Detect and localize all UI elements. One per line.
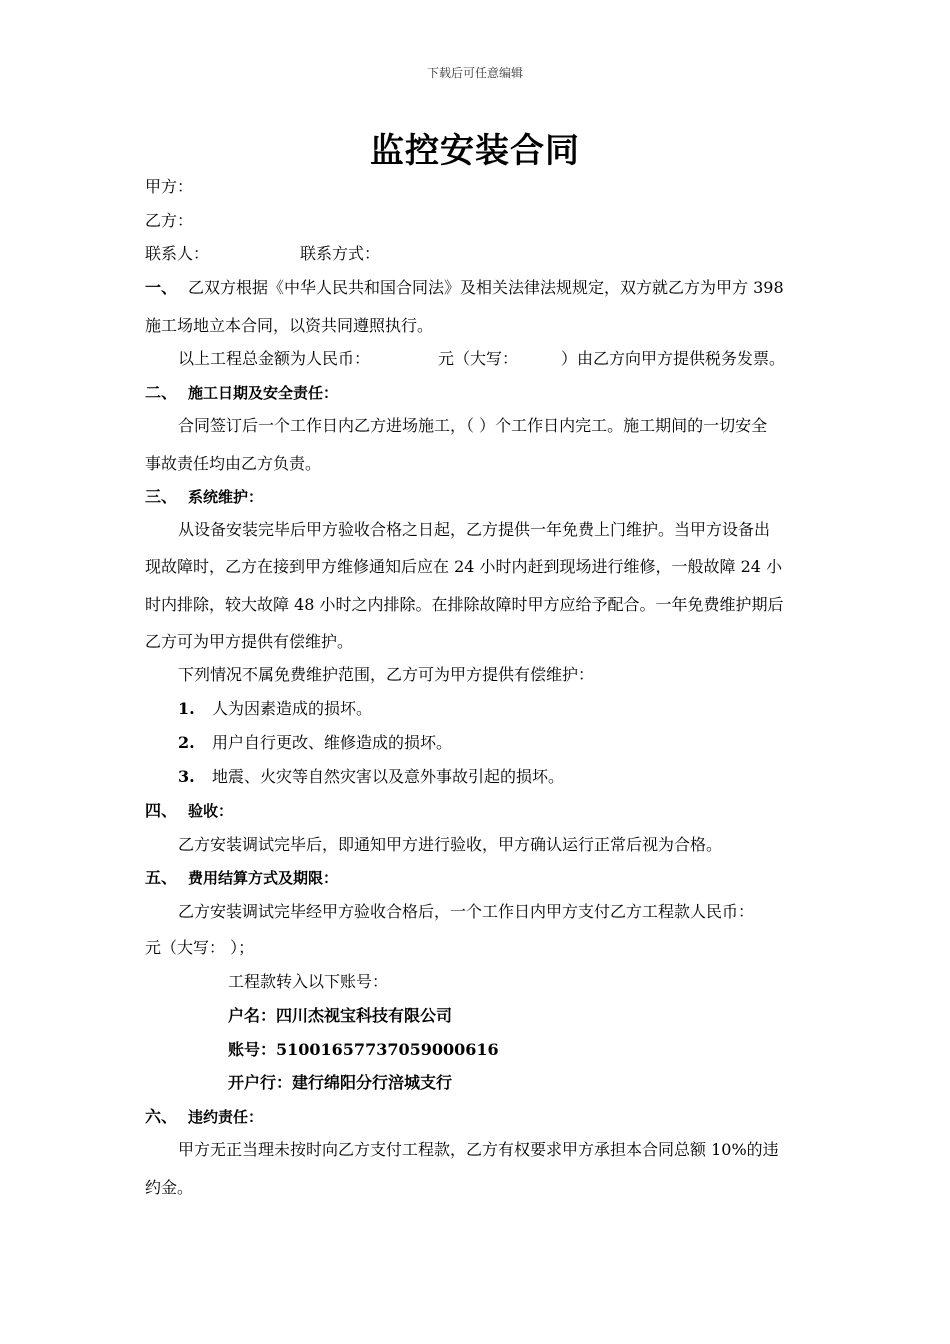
section-4-line-1: 乙方安装调试完毕后，即通知甲方进行验收，甲方确认运行正常后视为合格。 <box>178 835 723 854</box>
list-item-text: 用户自行更改、维修造成的损坏。 <box>212 733 453 752</box>
list-item <box>178 733 452 753</box>
list-item-text: 人为因素造成的损坏。 <box>212 699 373 718</box>
section-3-line-3: 时内排除，较大故障 48 小时之内排除。在排除故障时甲方应给予配合。一年免费维护期后 <box>145 595 784 614</box>
amount-label: 以上工程总金额为人民币： <box>178 349 371 368</box>
section-6-line-1: 甲方无正当理未按时向乙方支付工程款，乙方有权要求甲方承担本合同总额 10%的违 <box>178 1140 779 1159</box>
account-name: 户名：四川杰视宝科技有限公司 <box>228 1006 453 1025</box>
section-3-line-1: 从设备安装完毕后甲方验收合格之日起，乙方提供一年免费上门维护。当甲方设备出 <box>178 520 771 539</box>
section-4-title: 验收： <box>188 802 234 820</box>
party-b-label: 乙方： <box>145 211 194 230</box>
transfer-note: 工程款转入以下账号： <box>228 972 389 991</box>
section-5-title: 费用结算方式及期限： <box>188 869 339 887</box>
section-1-number: 一、 <box>145 278 178 297</box>
section-5-line-1: 乙方安装调试完毕经甲方验收合格后，一个工作日内甲方支付乙方工程款人民币： <box>178 902 755 921</box>
section-2-line-1: 合同签订后一个工作日内乙方进场施工，（ ）个工作日内完工。施工期间的一切安全 <box>178 416 768 435</box>
section-6-number: 六、 <box>145 1107 178 1126</box>
section-5-number: 五、 <box>145 868 178 887</box>
section-3-line-4: 乙方可为甲方提供有偿维护。 <box>145 632 354 651</box>
list-item-number: 2. <box>178 733 195 752</box>
section-1-line-2: 施工场地立本合同，以资共同遵照执行。 <box>145 316 434 335</box>
amount-invoice-note: ）由乙方向甲方提供税务发票。 <box>561 349 786 368</box>
section-2-title: 施工日期及安全责任： <box>188 384 339 402</box>
section-2-line-2: 事故责任均由乙方负责。 <box>145 454 322 473</box>
section-6-line-2: 约金。 <box>145 1178 194 1197</box>
section-4-number: 四、 <box>145 801 178 820</box>
section-1-line-1: 乙双方根据《中华人民共和国合同法》及相关法律法规规定，双方就乙方为甲方 398 <box>188 278 784 297</box>
section-3-number: 三、 <box>145 487 178 506</box>
section-5-line-2: 元（大写： ）； <box>145 938 255 957</box>
list-item-number: 1. <box>178 699 195 718</box>
header-note: 下载后可任意编辑 <box>426 66 523 80</box>
section-3-title: 系统维护： <box>188 488 264 506</box>
bank-name: 开户行：建行绵阳分行涪城支行 <box>228 1073 453 1092</box>
list-item <box>178 767 564 787</box>
amount-uppercase-label: 元（大写： <box>438 349 519 368</box>
section-2-number: 二、 <box>145 383 178 402</box>
contact-label: 联系人： <box>145 244 210 263</box>
contact-method-label: 联系方式： <box>300 244 381 263</box>
section-3-line-2: 现故障时，乙方在接到甲方维修通知后应在 24 小时内赶到现场进行维修，一般故障 24 小 <box>145 557 783 576</box>
list-item <box>178 699 372 719</box>
list-item-number: 3. <box>178 767 195 786</box>
section-3-line-5: 下列情况不属免费维护范围，乙方可为甲方提供有偿维护： <box>178 665 595 684</box>
section-6-title: 违约责任： <box>188 1108 264 1126</box>
list-item-text: 地震、火灾等自然灾害以及意外事故引起的损坏。 <box>212 767 565 786</box>
account-number: 账号：51001657737059000616 <box>228 1040 499 1059</box>
party-a-label: 甲方： <box>145 177 194 196</box>
page-title: 监控安装合同 <box>370 131 580 171</box>
